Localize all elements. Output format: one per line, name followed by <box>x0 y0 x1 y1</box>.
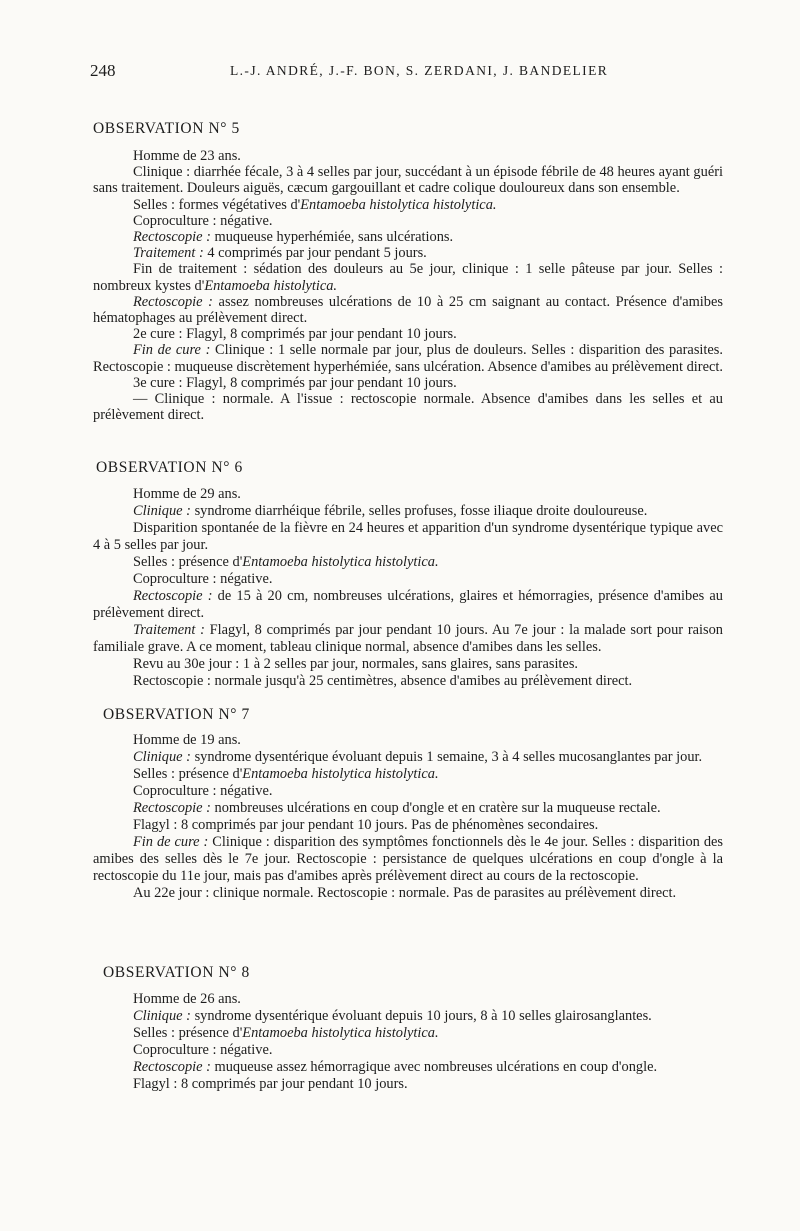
text-run: syndrome diarrhéique fébrile, selles profuses, fosse iliaque droite douloureuse. <box>190 503 648 519</box>
paragraph <box>93 749 723 766</box>
paragraph <box>93 834 723 885</box>
text-run: nombreuses ulcérations en coup d'ongle et en cratère sur la muqueuse rectale. <box>210 800 661 816</box>
text-run: syndrome dysentérique évoluant depuis 1 semaine, 3 à 4 selles mucosanglantes par jour. <box>190 749 703 765</box>
text-run: Fin de cure : <box>133 342 211 359</box>
text-run: Selles : présence d' <box>133 554 243 570</box>
text-run: Entamoeba histolytica histolytica. <box>242 1025 439 1041</box>
paragraph <box>93 1076 723 1093</box>
text-run: Coproculture : négative. <box>133 783 273 799</box>
text-run: Selles : présence d' <box>133 766 243 782</box>
text-run: Clinique : <box>133 1008 191 1024</box>
text-run: 4 comprimés par jour pendant 5 jours. <box>203 245 427 262</box>
paragraph <box>93 554 723 571</box>
text-run: Homme de 19 ans. <box>133 732 241 748</box>
text-run: Selles : formes végétatives d' <box>133 196 301 213</box>
text-run: Rectoscopie : <box>133 800 211 816</box>
paragraph <box>93 656 723 673</box>
text-run: Selles : présence d' <box>133 1025 243 1041</box>
text-run: Homme de 26 ans. <box>133 991 241 1007</box>
text-run: 2e cure : Flagyl, 8 comprimés par jour pendant 10 jours. <box>133 326 457 343</box>
author-line: L.-J. ANDRÉ, J.-F. BON, S. ZERDANI, J. BANDELIER <box>230 63 609 78</box>
text-run: Entamoeba histolytica histolytica. <box>242 766 439 782</box>
text-run: Clinique : 1 selle normale par jour, plus de douleurs. Selles : disparition des parasites. Rectoscopie : muqueuse discrètement hyperhémiée, sans ulcération. Absence d'amibes au prélèvement direct. <box>93 342 723 375</box>
paragraph <box>93 817 723 834</box>
observation-7-body <box>93 732 723 902</box>
paragraph <box>93 486 723 503</box>
text-run: Coproculture : négative. <box>133 212 273 229</box>
paragraph <box>93 197 723 213</box>
text-run: Coproculture : négative. <box>133 571 273 587</box>
text-run: Rectoscopie : normale jusqu'à 25 centimètres, absence d'amibes au prélèvement direct. <box>133 673 633 689</box>
paragraph <box>93 245 723 261</box>
paragraph <box>93 375 723 391</box>
text-run: de 15 à 20 cm, nombreuses ulcérations, glaires et hémorragies, présence d'amibes au prélèvement direct. <box>93 588 723 621</box>
text-run: Clinique : disparition des symptômes fonctionnels dès le 4e jour. Selles : disparition des amibes des selles dès le 7e jour. Rectoscopie : persistance de quelques ulcérations en coup d'ongle à la rectoscopie du 11e jour, mais pas d'amibes après prélèvement direct au cours de la rectoscopie. <box>93 834 724 884</box>
paragraph <box>93 588 723 622</box>
text-run: Entamoeba histolytica. <box>204 277 338 294</box>
text-run: Flagyl : 8 comprimés par jour pendant 10 jours. Pas de phénomènes secondaires. <box>133 817 599 833</box>
text-run: muqueuse assez hémorragique avec nombreuses ulcérations en coup d'ongle. <box>210 1059 658 1075</box>
text-run: Rectoscopie : <box>133 1059 211 1075</box>
text-run: 3e cure : Flagyl, 8 comprimés par jour pendant 10 jours. <box>133 374 457 391</box>
paragraph <box>93 326 723 342</box>
text-run: Revu au 30e jour : 1 à 2 selles par jour, normales, sans glaires, sans parasites. <box>133 656 579 672</box>
paragraph <box>93 1025 723 1042</box>
paragraph <box>93 261 723 293</box>
paragraph <box>93 391 723 423</box>
paragraph <box>93 294 723 326</box>
text-run: Traitement : <box>133 622 205 638</box>
paragraph <box>93 148 723 164</box>
paragraph <box>93 213 723 229</box>
paragraph <box>93 1059 723 1076</box>
paragraph <box>93 732 723 749</box>
text-run: Clinique : <box>133 503 191 519</box>
paragraph <box>93 503 723 520</box>
text-run: Clinique : diarrhée fécale, 3 à 4 selles par jour, succédant à un épisode fébrile de 48 heures ayant guéri sans traitement. Douleurs aiguës, cæcum gargouillant et cadre colique douloureux dans son ensemble. <box>93 164 723 197</box>
observation-7-heading: OBSERVATION N° 7 <box>103 706 250 723</box>
text-run: Clinique : <box>133 749 191 765</box>
text-run: muqueuse hyperhémiée, sans ulcérations. <box>210 229 454 246</box>
observation-6-heading: OBSERVATION N° 6 <box>96 459 243 476</box>
text-run: assez nombreuses ulcérations de 10 à 25 cm saignant au contact. Présence d'amibes hématophages au prélèvement direct. <box>93 293 723 327</box>
text-run: Traitement : <box>133 245 204 262</box>
observation-8-body <box>93 991 723 1093</box>
text-run: Entamoeba histolytica histolytica. <box>300 196 497 213</box>
paragraph <box>93 229 723 245</box>
text-run: Au 22e jour : clinique normale. Rectoscopie : normale. Pas de parasites au prélèvement direct. <box>133 885 677 901</box>
text-run: Homme de 29 ans. <box>133 486 241 502</box>
observation-5-body <box>93 148 723 423</box>
paragraph <box>93 1008 723 1025</box>
text-run: Fin de cure : <box>133 834 209 850</box>
paragraph <box>93 783 723 800</box>
observation-5-heading: OBSERVATION N° 5 <box>93 120 240 137</box>
text-run: syndrome dysentérique évoluant depuis 10 jours, 8 à 10 selles glairosanglantes. <box>190 1008 652 1024</box>
text-run: Rectoscopie : <box>133 588 213 604</box>
paragraph <box>93 991 723 1008</box>
paragraph <box>93 520 723 554</box>
text-run: Fin de traitement : sédation des douleurs au 5e jour, clinique : 1 selle pâteuse par jour. Selles : nombreux kystes d' <box>93 261 723 294</box>
paragraph <box>93 1042 723 1059</box>
text-run: Disparition spontanée de la fièvre en 24 heures et apparition d'un syndrome dysentérique typique avec 4 à 5 selles par jour. <box>93 520 723 553</box>
text-run: Homme de 23 ans. <box>133 148 241 164</box>
paragraph <box>93 622 723 656</box>
observation-8-heading: OBSERVATION N° 8 <box>103 964 250 981</box>
text-run: Flagyl, 8 comprimés par jour pendant 10 jours. Au 7e jour : la malade sort pour raison familiale grave. A ce moment, tableau clinique normal, absence d'amibes dans les selles. <box>93 622 723 655</box>
text-run: Coproculture : négative. <box>133 1042 273 1058</box>
paragraph <box>93 766 723 783</box>
paragraph <box>93 164 723 196</box>
text-run: — Clinique : normale. A l'issue : rectoscopie normale. Absence d'amibes dans les selles et au prélèvement direct. <box>93 391 723 424</box>
text-run: Rectoscopie : <box>133 229 211 246</box>
text-run: Entamoeba histolytica histolytica. <box>242 554 439 570</box>
paragraph <box>93 673 723 690</box>
paragraph <box>93 885 723 902</box>
text-run: Rectoscopie : <box>133 293 213 310</box>
paragraph <box>93 571 723 588</box>
observation-6-body <box>93 486 723 690</box>
page-number: 248 <box>90 61 116 80</box>
paragraph <box>93 800 723 817</box>
paragraph <box>93 342 723 374</box>
text-run: Flagyl : 8 comprimés par jour pendant 10 jours. <box>133 1076 408 1092</box>
